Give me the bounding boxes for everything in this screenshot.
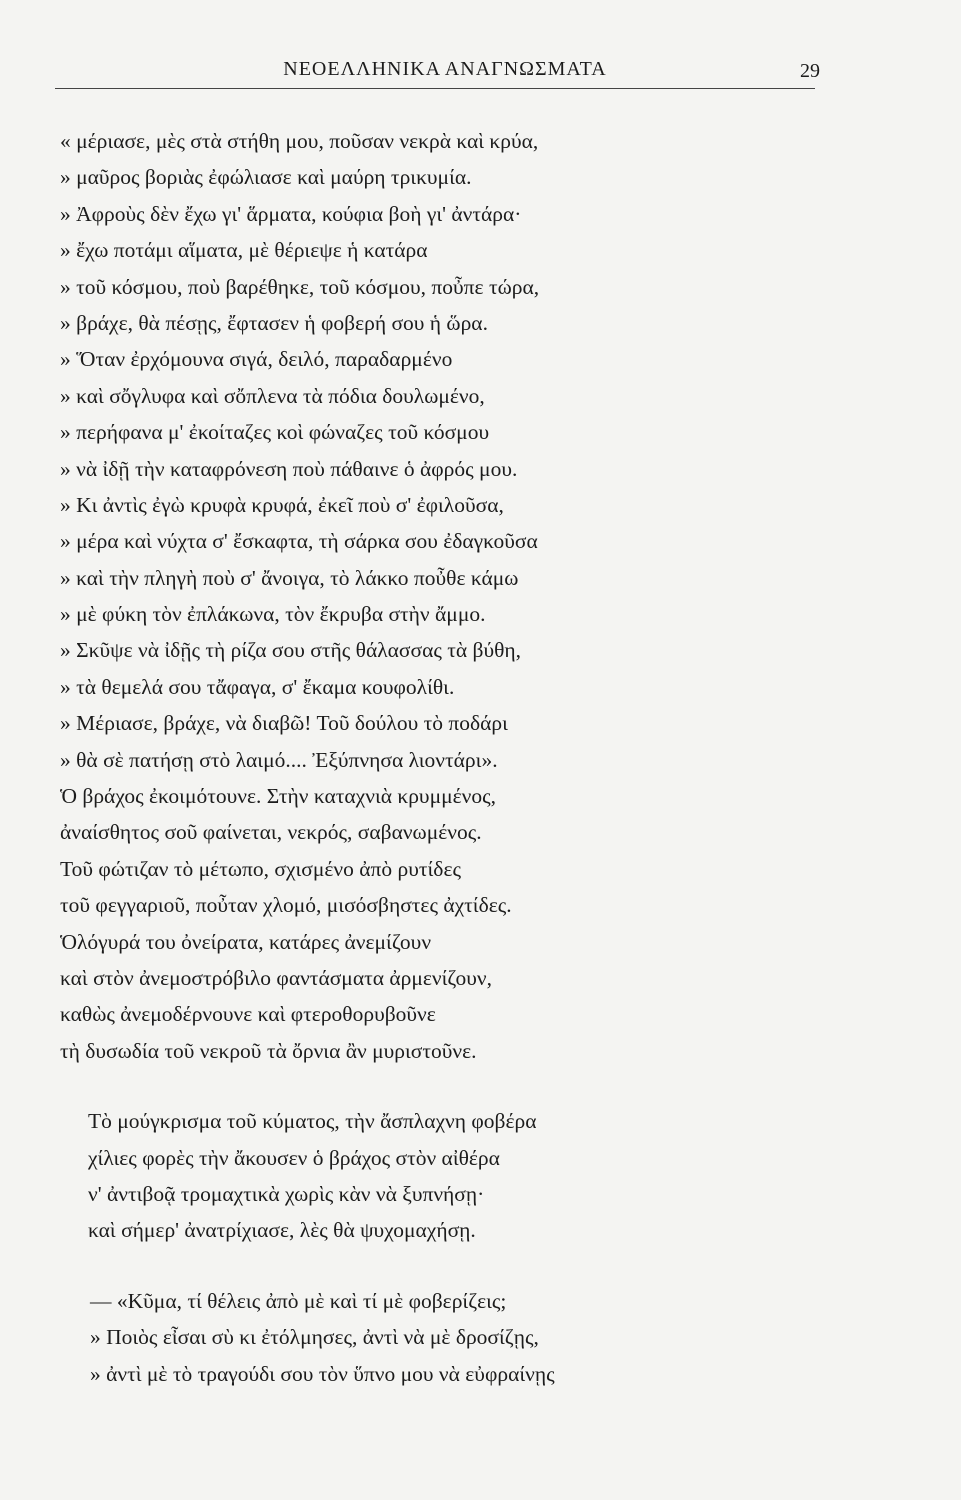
- verse-line: καθὼς ἀνεμοδέρνουνε καὶ φτεροθορυβοῦνε: [60, 1002, 436, 1027]
- verse-line: » Σκῦψε νὰ ἰδῇς τὴ ρίζα σου στῆς θάλασσας τὰ βύθη,: [60, 638, 522, 663]
- verse-line: » Ὅταν ἐρχόμουνα σιγά, δειλό, παραδαρμένο: [60, 347, 453, 372]
- verse-line: ἀναίσθητος σοῦ φαίνεται, νεκρός, σαβανωμένος.: [60, 820, 482, 845]
- stanza-gap: [60, 1069, 760, 1103]
- verse-line: » μέρα καὶ νύχτα σ' ἔσκαφτα, τὴ σάρκα σου ἐδαγκοῦσα: [60, 529, 538, 554]
- verse-line: » Ἀφροὺς δὲν ἔχω γι' ἅρματα, κούφια βοὴ γι' ἀντάρα·: [60, 201, 522, 226]
- verse-line: Ὁ βράχος ἐκοιμότουνε. Στὴν καταχνιὰ κρυμμένος,: [60, 784, 497, 809]
- verse-line: τοῦ φεγγαριοῦ, ποὖταν χλομό, μισόσβηστες ἀχτίδες.: [60, 893, 512, 918]
- verse-line: καὶ σήμερ' ἀνατρίχιασε, λὲς θὰ ψυχομαχήσῃ.: [88, 1218, 476, 1243]
- verse-line: » μὲ φύκη τὸν ἐπλάκωνα, τὸν ἔκρυβα στὴν ἄμμο.: [60, 602, 486, 627]
- verse-line: » βράχε, θὰ πέσῃς, ἔφτασεν ἡ φοβερή σου ἡ ὥρα.: [60, 310, 488, 335]
- verse-line: » καὶ τὴν πληγὴ ποὺ σ' ἄνοιγα, τὸ λάκκο ποὖθε κάμω: [60, 565, 519, 590]
- header-rule: [55, 88, 815, 89]
- stanza-2: [60, 1103, 760, 1249]
- verse-line: » Μέριασε, βράχε, νὰ διαβῶ! Τοῦ δούλου τὸ ποδάρι: [60, 711, 508, 736]
- verse-line: » Κι ἀντὶς ἐγὼ κρυφὰ κρυφά, ἐκεῖ ποὺ σ' ἐφιλοῦσα,: [60, 492, 504, 517]
- verse-line: » Ποιὸς εἶσαι σὺ κι ἐτόλμησες, ἀντὶ νὰ μὲ δροσίζῃς,: [90, 1325, 539, 1350]
- stanza-gap: [60, 1249, 760, 1283]
- stanza-3: [60, 1283, 760, 1392]
- verse-line: » μαῦρος βοριὰς ἐφώλιασε καὶ μαύρη τρικυμία.: [60, 165, 472, 190]
- verse-line: » τὰ θεμελά σου τἄφαγα, σ' ἔκαμα κουφολίθι.: [60, 674, 455, 699]
- verse-line: Τοῦ φώτιζαν τὸ μέτωπο, σχισμένο ἀπὸ ρυτίδες: [60, 856, 461, 881]
- verse-line: τὴ δυσωδία τοῦ νεκροῦ τὰ ὄρνια ἂν μυριστοῦνε.: [60, 1038, 477, 1063]
- running-title: ΝΕΟΕΛΛΗΝΙΚΑ ΑΝΑΓΝΩΣΜΑΤΑ: [283, 58, 607, 80]
- verse-line: » περήφανα μ' ἐκοίταζες κοὶ φώναζες τοῦ κόσμου: [60, 420, 490, 445]
- verse-line: » ἀντὶ μὲ τὸ τραγούδι σου τὸν ὕπνο μου νὰ εὐφραίνῃς: [90, 1361, 555, 1386]
- verse-line: Ὁλόγυρά του ὀνείρατα, κατάρες ἀνεμίζουν: [60, 929, 432, 954]
- verse-line: — «Κῦμα, τί θέλεις ἀπὸ μὲ καὶ τί μὲ φοβερίζεις;: [90, 1288, 507, 1313]
- verse-line: ν' ἀντιβοᾷ τρομαχτικὰ χωρὶς κὰν νὰ ξυπνήσῃ·: [88, 1181, 485, 1206]
- stanza-1: [60, 123, 760, 1069]
- verse-line: χίλιες φορὲς τὴν ἄκουσεν ὁ βράχος στὸν αἰθέρα: [88, 1145, 500, 1170]
- verse-line: » ἔχω ποτάμι αἵματα, μὲ θέριεψε ἡ κατάρα: [60, 238, 428, 263]
- page-number: 29: [800, 60, 820, 82]
- verse-line: » νὰ ἰδῇ τὴν καταφρόνεση ποὺ πάθαινε ὁ ἀφρός μου.: [60, 456, 518, 481]
- verse-line: » τοῦ κόσμου, ποὺ βαρέθηκε, τοῦ κόσμου, ποὖπε τώρα,: [60, 274, 540, 299]
- verse-line: Τὸ μούγκρισμα τοῦ κύματος, τὴν ἄσπλαχνη φοβέρα: [88, 1109, 537, 1134]
- verse-line: « μέριασε, μὲς στὰ στήθη μου, ποῦσαν νεκρὰ καὶ κρύα,: [60, 129, 539, 153]
- verse-line: » καὶ σὄγλυφα καὶ σὄπλενα τὰ πόδια δουλωμένο,: [60, 383, 485, 408]
- poem-text: [60, 123, 760, 1392]
- verse-line: » θὰ σὲ πατήσῃ στὸ λαιμό.... Ἐξύπνησα λιοντάρι».: [60, 747, 498, 772]
- page-header: [70, 50, 820, 90]
- verse-line: καὶ στὸν ἀνεμοστρόβιλο φαντάσματα ἀρμενίζουν,: [60, 965, 493, 990]
